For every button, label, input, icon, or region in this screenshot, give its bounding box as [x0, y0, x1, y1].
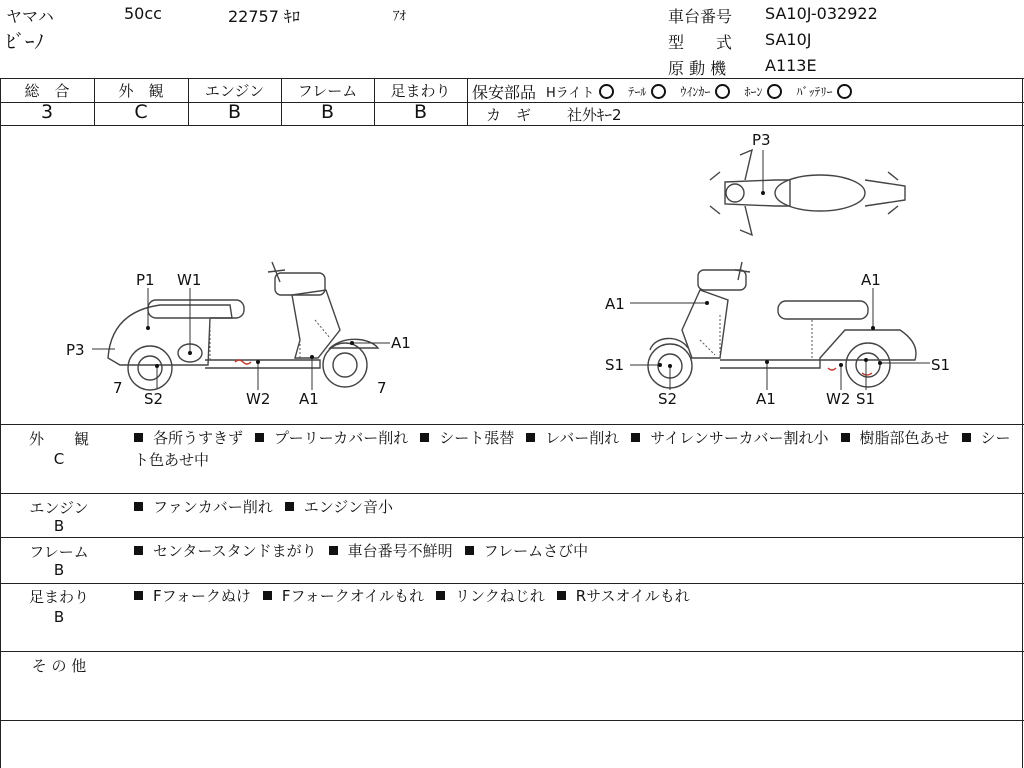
bullet-square-icon — [465, 546, 474, 555]
frame-no: SA10J-032922 — [765, 4, 878, 23]
divider — [467, 78, 468, 125]
ok-circle-icon — [837, 84, 852, 99]
bullet-square-icon — [263, 591, 272, 600]
type-value: SA10J — [765, 30, 812, 49]
divider — [0, 651, 1024, 652]
bullet-square-icon — [962, 433, 971, 442]
bullet-square-icon — [420, 433, 429, 442]
bullet-square-icon — [526, 433, 535, 442]
section-suspension-remarks — [134, 585, 1018, 607]
section-suspension-label: 足まわり — [28, 588, 89, 606]
diagram-label: A1 — [391, 334, 411, 352]
type-label: 型 式 — [668, 33, 733, 52]
diagram-label: S2 — [658, 390, 678, 408]
diagram-label: S2 — [144, 390, 164, 408]
bullet-square-icon — [285, 502, 294, 511]
bullet-square-icon — [841, 433, 850, 442]
remark-item: リンクねじれ — [436, 587, 545, 605]
equipment-taillight: ﾃｰﾙ — [628, 83, 666, 100]
grade-overall: 3 — [40, 101, 54, 123]
divider — [0, 424, 1024, 425]
equipment-winker: ｳｲﾝｶｰ — [680, 83, 730, 100]
grade-header-engine: エンジン — [204, 82, 265, 100]
key-value: 社外ｷｰ2 — [567, 106, 622, 124]
scooter-right-view — [630, 262, 930, 390]
divider — [0, 493, 1024, 494]
engine-value: A113E — [765, 56, 817, 75]
section-suspension-grade: B — [53, 608, 65, 626]
engine-label: 原 動 機 — [668, 59, 727, 78]
divider — [0, 78, 1024, 79]
diagram-label: P1 — [136, 271, 155, 289]
diagram-label: A1 — [605, 295, 625, 313]
remark-item: 車台番号不鮮明 — [329, 542, 453, 560]
section-exterior-grade: C — [53, 450, 65, 468]
diagram-label: S1 — [931, 356, 951, 374]
grade-suspension: B — [413, 101, 428, 123]
divider — [0, 537, 1024, 538]
grade-engine: B — [227, 101, 242, 123]
ok-circle-icon — [651, 84, 666, 99]
remark-item: エンジン音小 — [285, 498, 393, 516]
remark-item: プーリーカバー削れ — [255, 429, 408, 447]
section-engine-grade: B — [53, 517, 65, 535]
section-frame-remarks — [134, 540, 1018, 562]
bullet-square-icon — [134, 433, 143, 442]
bullet-square-icon — [134, 546, 143, 555]
diagram-label: P3 — [752, 131, 771, 149]
mileage: 22757 ｷﾛ — [228, 7, 300, 26]
remark-item: 各所うすきず — [134, 429, 243, 447]
diagram-label: 7 — [113, 379, 123, 397]
equipment-headlight: Hライト — [546, 82, 614, 101]
safety-row — [472, 80, 866, 103]
remark-item: シート色あせ中 — [134, 429, 1011, 469]
remark-item: Fフォークオイルもれ — [263, 587, 424, 605]
bullet-square-icon — [255, 433, 264, 442]
safety-label: 保安部品 — [472, 83, 537, 102]
diagram-label: W2 — [246, 390, 271, 408]
bullet-square-icon — [134, 502, 143, 511]
grade-exterior: C — [134, 101, 148, 123]
diagram-label: S1 — [856, 390, 876, 408]
ok-circle-icon — [599, 84, 614, 99]
remark-item: 樹脂部色あせ — [841, 429, 950, 447]
diagram-label: W1 — [177, 271, 202, 289]
remark-item: ファンカバー削れ — [134, 498, 273, 516]
bullet-square-icon — [329, 546, 338, 555]
grade-header-frame: フレーム — [297, 82, 358, 100]
divider — [0, 583, 1024, 584]
model-name: ﾋﾞｰﾉ — [6, 31, 45, 53]
section-exterior-label: 外 観 — [28, 430, 89, 448]
diagram-label: W2 — [826, 390, 851, 408]
diagram-label: S1 — [605, 356, 625, 374]
maker: ヤマハ — [6, 7, 54, 26]
color: ｱｵ — [393, 9, 406, 24]
key-label: カ ギ — [486, 106, 532, 124]
ok-circle-icon — [767, 84, 782, 99]
diagram-label: A1 — [299, 390, 319, 408]
section-exterior-remarks — [134, 427, 1018, 471]
remark-item: Rサスオイルもれ — [557, 587, 690, 605]
remark-item: フレームさび中 — [465, 542, 588, 560]
grade-header-suspension: 足まわり — [390, 82, 451, 100]
remark-item: レバー削れ — [526, 429, 619, 447]
remark-item: サイレンサーカバー割れ小 — [631, 429, 828, 447]
equipment-battery: ﾊﾞｯﾃﾘｰ — [796, 83, 852, 100]
diagram-label: 7 — [377, 379, 387, 397]
section-other-label: そ の 他 — [31, 657, 87, 675]
diagram-label: A1 — [756, 390, 776, 408]
grade-frame: B — [320, 101, 335, 123]
equipment-horn: ﾎｰﾝ — [744, 83, 782, 100]
section-frame-grade: B — [53, 561, 65, 579]
section-frame-label: フレーム — [29, 543, 89, 561]
ok-circle-icon — [715, 84, 730, 99]
bullet-square-icon — [134, 591, 143, 600]
bullet-square-icon — [557, 591, 566, 600]
remark-item: センタースタンドまがり — [134, 542, 317, 560]
grade-header-overall: 総 合 — [24, 82, 70, 100]
bullet-square-icon — [436, 591, 445, 600]
section-engine-label: エンジン — [29, 499, 89, 517]
diagram-label: P3 — [66, 341, 85, 359]
displacement: 50cc — [124, 4, 162, 23]
divider — [0, 720, 1024, 721]
remark-item: Fフォークぬけ — [134, 587, 251, 605]
bullet-square-icon — [631, 433, 640, 442]
frame-no-label: 車台番号 — [668, 7, 733, 26]
grade-header-exterior: 外 観 — [118, 82, 164, 100]
scooter-top-view — [710, 150, 905, 235]
remark-item: シート張替 — [420, 429, 514, 447]
diagram-label: A1 — [861, 271, 881, 289]
section-engine-remarks — [134, 496, 1018, 518]
